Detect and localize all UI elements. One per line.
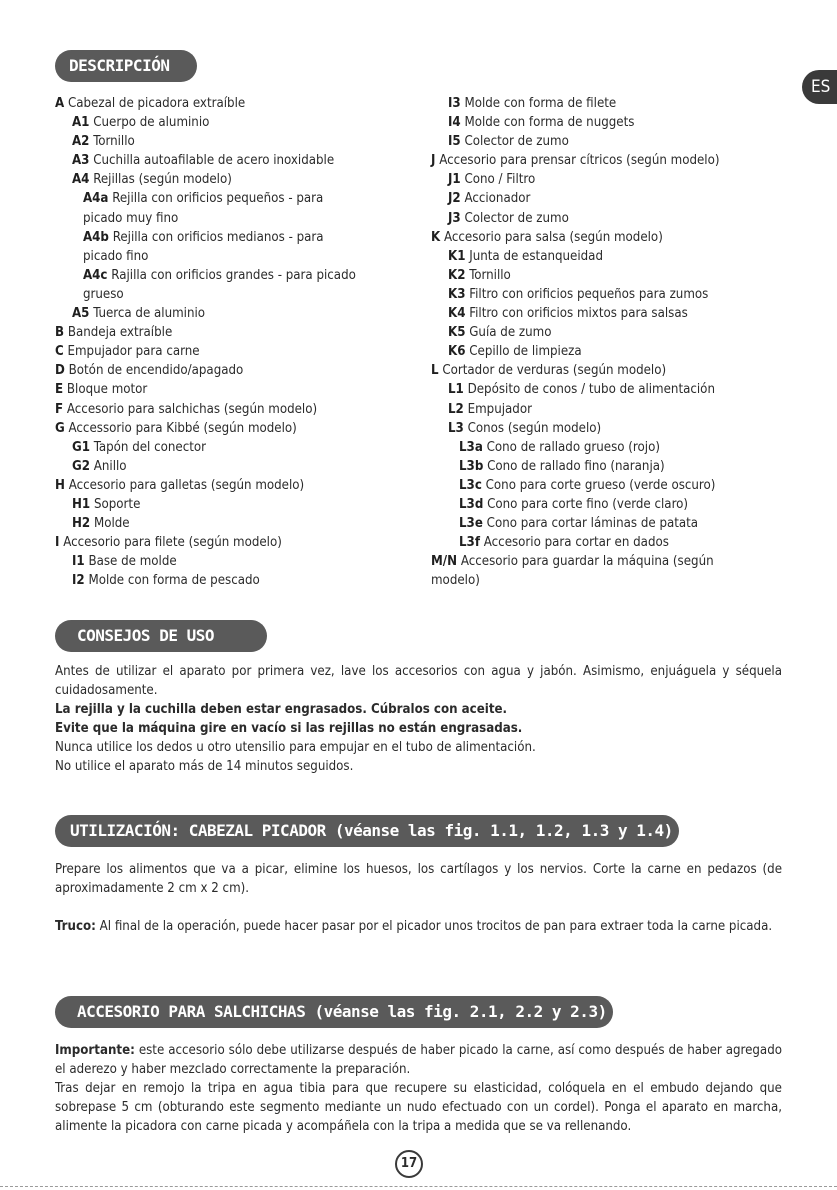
item-code: F: [55, 401, 64, 417]
item-text: Molde con forma de filete: [464, 96, 617, 111]
item-code: I5: [448, 134, 461, 150]
item-text: Bloque motor: [66, 382, 148, 398]
item-code: H2: [72, 516, 91, 532]
item-code: K1: [448, 248, 466, 264]
description-item: [431, 209, 791, 228]
description-item: [431, 170, 791, 189]
item-code: K6: [448, 344, 466, 360]
item-code: K: [431, 229, 441, 245]
item-code: H: [55, 477, 65, 493]
item-code: C: [55, 344, 64, 360]
language-badge: ES: [802, 70, 837, 104]
consejos-paragraph: Antes de utilizar el aparato por primera vez, lave los accesorios con agua y jabón. Asimismo, enjuáguela y séquela cuidadosamente.: [55, 664, 782, 699]
item-code: L: [431, 363, 439, 379]
description-item: [55, 189, 415, 208]
description-item: [431, 457, 791, 476]
item-text: Colector de zumo: [464, 210, 569, 226]
description-item: [431, 552, 791, 571]
description-item: [431, 419, 791, 438]
description-item: [55, 400, 415, 419]
item-text: Accesorio para salsa (según modelo): [443, 229, 663, 245]
description-item: [431, 189, 791, 208]
item-text: Molde con forma de pescado: [88, 573, 260, 589]
description-item: [55, 495, 415, 514]
description-item: [431, 342, 791, 361]
item-text: Cuerpo de aluminio: [93, 115, 210, 131]
item-code: A: [55, 96, 65, 111]
item-code: G2: [72, 458, 90, 474]
description-item: [431, 400, 791, 419]
salchichas-text: [55, 1041, 782, 1136]
item-text: Accesorio para prensar cítricos (según modelo): [439, 153, 720, 169]
description-item: [55, 323, 415, 342]
item-code: J: [431, 153, 436, 169]
item-text: Cono para corte fino (verde claro): [487, 496, 689, 512]
item-text: Soporte: [93, 496, 141, 512]
item-text: Colector de zumo: [464, 134, 569, 150]
item-text: Cono para corte grueso (verde oscuro): [485, 477, 716, 493]
item-text: Empujador para carne: [67, 344, 200, 360]
item-code: D: [55, 363, 65, 379]
description-item: [55, 266, 415, 285]
item-text: Tapón del conector: [93, 439, 206, 455]
item-text: Rejillas (según modelo): [93, 172, 232, 188]
description-item: [431, 94, 791, 113]
item-code: A4: [72, 172, 90, 188]
item-text: Empujador: [467, 401, 532, 417]
item-text: Molde: [93, 516, 130, 532]
truco-label: Truco:: [55, 919, 96, 935]
item-code: L2: [448, 401, 464, 417]
item-text: Junta de estanqueidad: [469, 248, 603, 264]
item-text: Accesorio para salchichas (según modelo): [66, 401, 318, 417]
item-text: Cono para cortar láminas de patata: [486, 516, 699, 532]
utilizacion-truco: [55, 917, 782, 936]
item-text: Cono de rallado fino (naranja): [487, 458, 665, 474]
description-item: [431, 304, 791, 323]
item-code: A3: [72, 153, 90, 169]
description-item: [55, 113, 415, 132]
item-text: Accionador: [464, 191, 531, 207]
item-code: B: [55, 325, 65, 341]
description-item: [55, 476, 415, 495]
item-code: L3a: [459, 439, 483, 455]
item-code: L3d: [459, 496, 484, 512]
item-code: I3: [448, 96, 461, 111]
item-text: Bandeja extraíble: [67, 325, 173, 341]
item-code: J3: [448, 210, 461, 226]
consejos-no-fingers: Nunca utilice los dedos u otro utensilio para empujar en el tubo de alimentación.: [55, 740, 536, 756]
item-code: I: [55, 535, 60, 551]
item-text: Cortador de verduras (según modelo): [442, 363, 667, 379]
description-item: [55, 170, 415, 189]
utilizacion-paragraph: Prepare los alimentos que va a picar, elimine los huesos, los cartílagos y los nervios. Corte la carne en pedazos (de aproximadamente 2 cm x 2 cm).: [55, 862, 782, 897]
bottom-rule: [0, 1186, 837, 1187]
description-item: [55, 438, 415, 457]
item-code: A4c: [83, 267, 108, 283]
item-code: K2: [448, 267, 466, 283]
consejos-warning-grease: La rejilla y la cuchilla deben estar engrasados. Cúbralos con aceite.: [55, 702, 508, 718]
item-text: Accesorio para cortar en dados: [483, 535, 669, 551]
description-item: [55, 533, 415, 552]
item-text: Depósito de conos / tubo de alimentación: [467, 382, 715, 398]
item-code: L3b: [459, 458, 484, 474]
description-item: [55, 514, 415, 533]
item-code: M/N: [431, 554, 458, 570]
description-list-left: [55, 94, 415, 590]
item-text: Rejilla con orificios pequeños - para: [112, 191, 324, 207]
description-item: [55, 209, 415, 228]
description-item: [431, 495, 791, 514]
description-item: [431, 380, 791, 399]
utilizacion-text: [55, 860, 782, 936]
item-code: L1: [448, 382, 464, 398]
description-item: [55, 380, 415, 399]
description-item: [55, 419, 415, 438]
item-text: Rejilla con orificios medianos - para: [112, 229, 324, 245]
item-code: G1: [72, 439, 90, 455]
item-code: I2: [72, 573, 85, 589]
item-text: Guía de zumo: [469, 325, 552, 341]
description-item: [55, 94, 415, 113]
description-item: [55, 361, 415, 380]
description-item: [431, 132, 791, 151]
salchichas-importante: [55, 1041, 782, 1079]
description-item: [55, 552, 415, 571]
item-code: L3c: [459, 477, 482, 493]
item-text: Tuerca de aluminio: [93, 306, 206, 322]
item-code: A5: [72, 306, 90, 322]
truco-text: Al final de la operación, puede hacer pasar por el picador unos trocitos de pan para extraer toda la carne picada.: [95, 919, 773, 935]
item-text: modelo): [431, 573, 480, 589]
item-text: picado muy fino: [83, 210, 179, 226]
description-item: [431, 266, 791, 285]
item-text: Cepillo de limpieza: [469, 344, 582, 360]
item-code: A4a: [83, 191, 109, 207]
item-text: Conos (según modelo): [467, 420, 602, 436]
description-item: [431, 151, 791, 170]
description-item: [431, 323, 791, 342]
description-item: [431, 113, 791, 132]
description-item: [431, 571, 791, 590]
item-text: Base de molde: [88, 554, 177, 570]
item-text: Accesorio para guardar la máquina (según: [460, 554, 714, 570]
consejos-time-limit: No utilice el aparato más de 14 minutos seguidos.: [55, 759, 354, 775]
description-item: [55, 132, 415, 151]
description-item: [55, 228, 415, 247]
description-item: [431, 533, 791, 552]
item-text: Filtro con orificios mixtos para salsas: [469, 306, 688, 322]
item-text: Cabezal de picadora extraíble: [67, 96, 246, 111]
item-text: Accessorio para Kibbé (según modelo): [68, 420, 297, 436]
item-code: L3: [448, 420, 464, 436]
item-text: Molde con forma de nuggets: [464, 115, 635, 131]
item-code: J1: [448, 172, 461, 188]
description-item: [55, 304, 415, 323]
description-item: [431, 438, 791, 457]
item-code: I1: [72, 554, 85, 570]
description-item: [55, 247, 415, 266]
description-item: [55, 151, 415, 170]
item-code: H1: [72, 496, 91, 512]
item-code: G: [55, 420, 65, 436]
item-text: Accesorio para galletas (según modelo): [68, 477, 305, 493]
section-heading-utilizacion: UTILIZACIÓN: CABEZAL PICADOR (véanse las fig. 1.1, 1.2, 1.3 y 1.4): [55, 815, 679, 847]
section-heading-descripcion: DESCRIPCIÓN: [55, 50, 197, 82]
item-text: Cono de rallado grueso (rojo): [486, 439, 660, 455]
description-item: [55, 457, 415, 476]
item-code: K5: [448, 325, 466, 341]
item-text: Tornillo: [93, 134, 135, 150]
item-text: Cuchilla autoafilable de acero inoxidable: [93, 153, 335, 169]
item-code: K4: [448, 306, 466, 322]
item-code: L3e: [459, 516, 483, 532]
consejos-text: [55, 662, 782, 777]
description-item: [431, 361, 791, 380]
item-text: Anillo: [93, 458, 127, 474]
item-code: A4b: [83, 229, 109, 245]
description-item: [431, 285, 791, 304]
item-code: A1: [72, 115, 90, 131]
description-item: [55, 571, 415, 590]
description-item: [431, 247, 791, 266]
item-text: Botón de encendido/apagado: [68, 363, 244, 379]
item-code: A2: [72, 134, 90, 150]
item-text: Filtro con orificios pequeños para zumos: [469, 286, 709, 302]
item-code: E: [55, 382, 64, 398]
item-code: J2: [448, 191, 461, 207]
item-text: Accesorio para filete (según modelo): [63, 535, 282, 551]
description-list-right: [431, 94, 791, 590]
description-item: [431, 514, 791, 533]
item-code: L3f: [459, 535, 480, 551]
item-text: grueso: [83, 286, 124, 302]
item-code: I4: [448, 115, 461, 131]
item-text: Rajilla con orificios grandes - para picado: [111, 267, 356, 283]
importante-label: Importante:: [55, 1043, 135, 1058]
section-heading-consejos: CONSEJOS DE USO: [55, 620, 267, 652]
description-item: [431, 228, 791, 247]
item-text: Cono / Filtro: [464, 172, 536, 188]
item-text: Tornillo: [469, 267, 511, 283]
item-text: picado fino: [83, 248, 149, 264]
section-heading-salchichas: ACCESORIO PARA SALCHICHAS (véanse las fig. 2.1, 2.2 y 2.3): [55, 996, 613, 1028]
consejos-warning-empty: Evite que la máquina gire en vacío si las rejillas no están engrasadas.: [55, 721, 523, 737]
salchichas-paragraph: Tras dejar en remojo la tripa en agua tibia para que recupere su elasticidad, colóquela en el embudo dejando que sobrepase 5 cm (obturando este segmento mediante un nudo efectuado con un cordel). Ponga el aparato en marcha, alimente la picadora con carne picada y acompáñela con la tripa a medida que se va rellenando.: [55, 1081, 782, 1135]
description-item: [431, 476, 791, 495]
item-code: K3: [448, 286, 466, 302]
importante-text: este accesorio sólo debe utilizarse después de haber picado la carne, así como después de haber agregado el aderezo y haber mezclado correctamente la preparación.: [55, 1043, 782, 1078]
page-number: 17: [395, 1150, 423, 1178]
description-item: [55, 342, 415, 361]
description-item: [55, 285, 415, 304]
